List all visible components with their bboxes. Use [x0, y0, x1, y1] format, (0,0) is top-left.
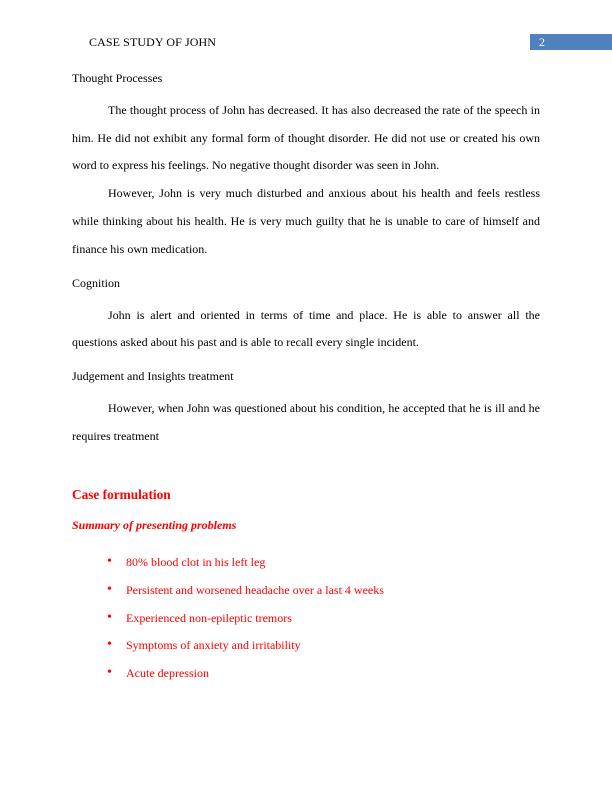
bullet-icon: • [107, 609, 112, 625]
bullet-icon: • [107, 637, 112, 653]
document-body [72, 69, 540, 692]
list-item-text: Experienced non-epileptic tremors [126, 610, 292, 625]
list-item [72, 609, 540, 637]
paragraph-thought-1: The thought process of John has decreased. It has also decreased the rate of the speech in him. He did not exhibit any formal form of thought disorder. He did not use or created his own word to express his feelings. No negative thought disorder was seen in John. [72, 103, 540, 173]
list-item-text: 80% blood clot in his left leg [126, 555, 266, 570]
heading-case-formulation: Case formulation [72, 487, 171, 503]
list-item [72, 581, 540, 609]
heading-cognition: Cognition [72, 275, 121, 290]
list-item [72, 636, 540, 664]
bullet-icon: • [107, 582, 112, 598]
subheading-presenting-problems: Summary of presenting problems [72, 518, 237, 533]
bullet-icon: • [107, 665, 112, 681]
running-title: CASE STUDY OF JOHN [89, 35, 217, 49]
paragraph-thought-2: However, John is very much disturbed and anxious about his health and feels restless while thinking about his health. He is very much guilty that he is unable to care of himself and finance his own medication. [72, 186, 540, 256]
page-number: 2 [530, 34, 612, 50]
list-item [72, 664, 540, 692]
presenting-problems-list [72, 553, 540, 691]
list-item [72, 553, 540, 581]
list-item-text: Persistent and worsened headache over a last 4 weeks [126, 583, 384, 598]
list-item-text: Symptoms of anxiety and irritability [126, 638, 301, 653]
heading-judgement: Judgement and Insights treatment [72, 368, 234, 383]
list-item-text: Acute depression [126, 666, 209, 681]
bullet-icon: • [107, 554, 112, 570]
paragraph-cognition: John is alert and oriented in terms of time and place. He is able to answer all the questions asked about his past and is able to recall every single incident. [72, 307, 540, 350]
paragraph-judgement: However, when John was questioned about his condition, he accepted that he is ill and he requires treatment [72, 400, 540, 443]
heading-thought-processes: Thought Processes [72, 71, 163, 85]
